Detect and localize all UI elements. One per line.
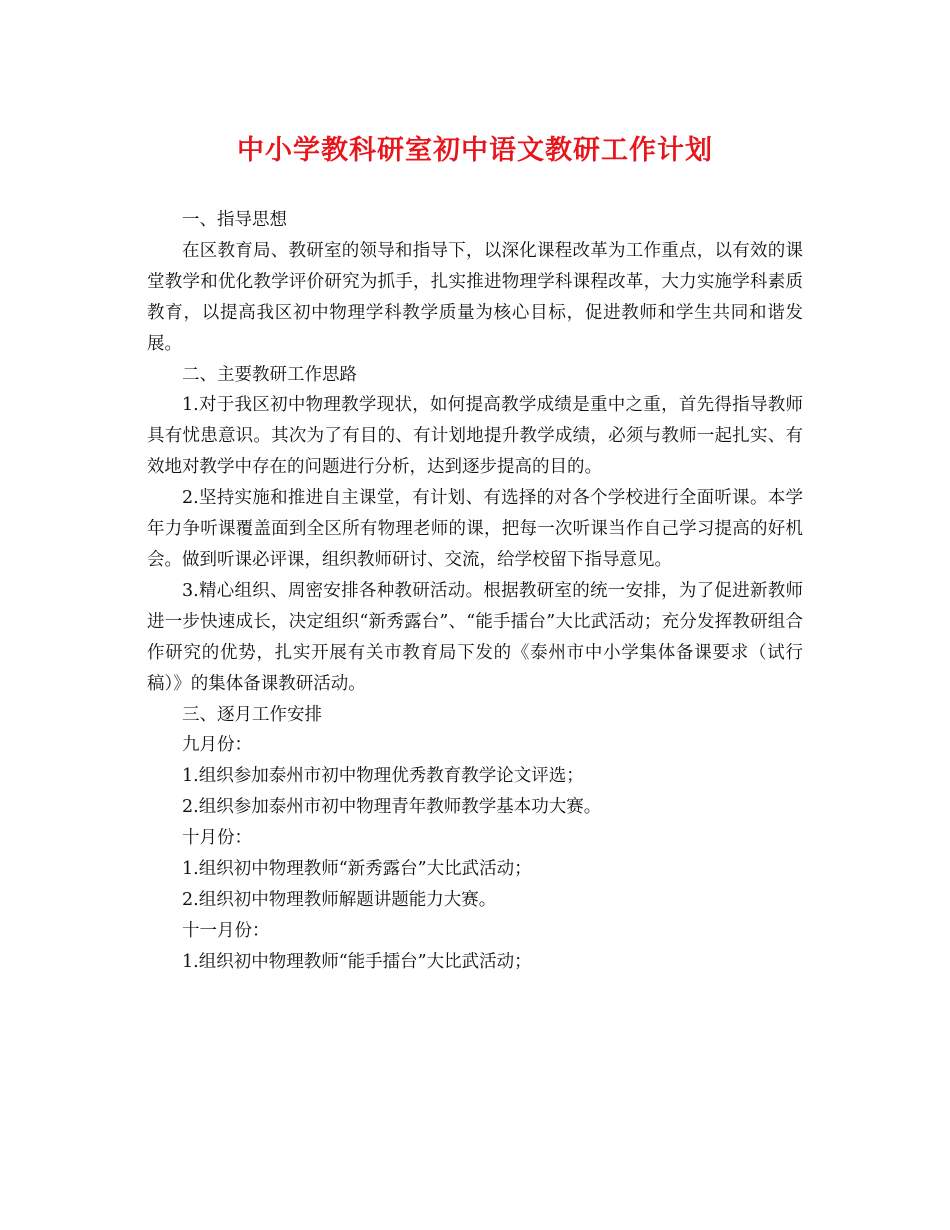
section-heading: 三、逐月工作安排 <box>182 704 322 725</box>
section-heading: 一、指导思想 <box>182 210 287 230</box>
paragraph: 2.坚持实施和推进自主课堂，有计划、有选择的对各个学校进行全面听课。本学年力争听课覆盖面到全区所有物理老师的课，把每一次听课当作自己学习提高的好机会。做到听课必评课，组织教师研讨、交流，给学校留下指导意见。 <box>147 488 803 570</box>
month-heading: 十月份： <box>182 828 252 849</box>
paragraph: 3.精心组织、周密安排各种教研活动。根据教研室的统一安排，为了促进新教师进一步快速成长，决定组织“新秀露台”、“能手擂台”大比武活动；充分发挥教研组合作研究的优势，扎实开展有关市教育局下发的《泰州市中小学集体备课要求（试行稿）》的集体备课教研活动。 <box>147 580 803 694</box>
list-item: 1.组织参加泰州市初中物理优秀教育教学论文评选； <box>182 766 584 787</box>
list-item: 1.组织初中物理教师“新秀露台”大比武活动； <box>182 859 532 880</box>
document-title: 中小学教科研室初中语文教研工作计划 <box>237 135 713 166</box>
list-item: 2.组织参加泰州市初中物理青年教师教学基本功大赛。 <box>182 797 602 818</box>
document-body <box>147 205 803 978</box>
section-heading: 二、主要教研工作思路 <box>182 364 357 385</box>
list-item: 2.组织初中物理教师解题讲题能力大赛。 <box>182 889 497 910</box>
month-heading: 十一月份： <box>182 920 270 941</box>
paragraph: 在区教育局、教研室的领导和指导下，以深化课程改革为工作重点，以有效的课堂教学和优化教学评价研究为抓手，扎实推进物理学科课程改革，大力实施学科素质教育，以提高我区初中物理学科教学质量为核心目标，促进教师和学生共同和谐发展。 <box>147 240 803 354</box>
paragraph: 1.对于我区初中物理教学现状，如何提高教学成绩是重中之重，首先得指导教师具有忧患意识。其次为了有目的、有计划地提升教学成绩，必须与教师一起扎实、有效地对教学中存在的问题进行分析，达到逐步提高的目的。 <box>147 395 803 478</box>
list-item: 1.组织初中物理教师“能手擂台”大比武活动； <box>182 951 532 972</box>
month-heading: 九月份： <box>182 735 252 756</box>
